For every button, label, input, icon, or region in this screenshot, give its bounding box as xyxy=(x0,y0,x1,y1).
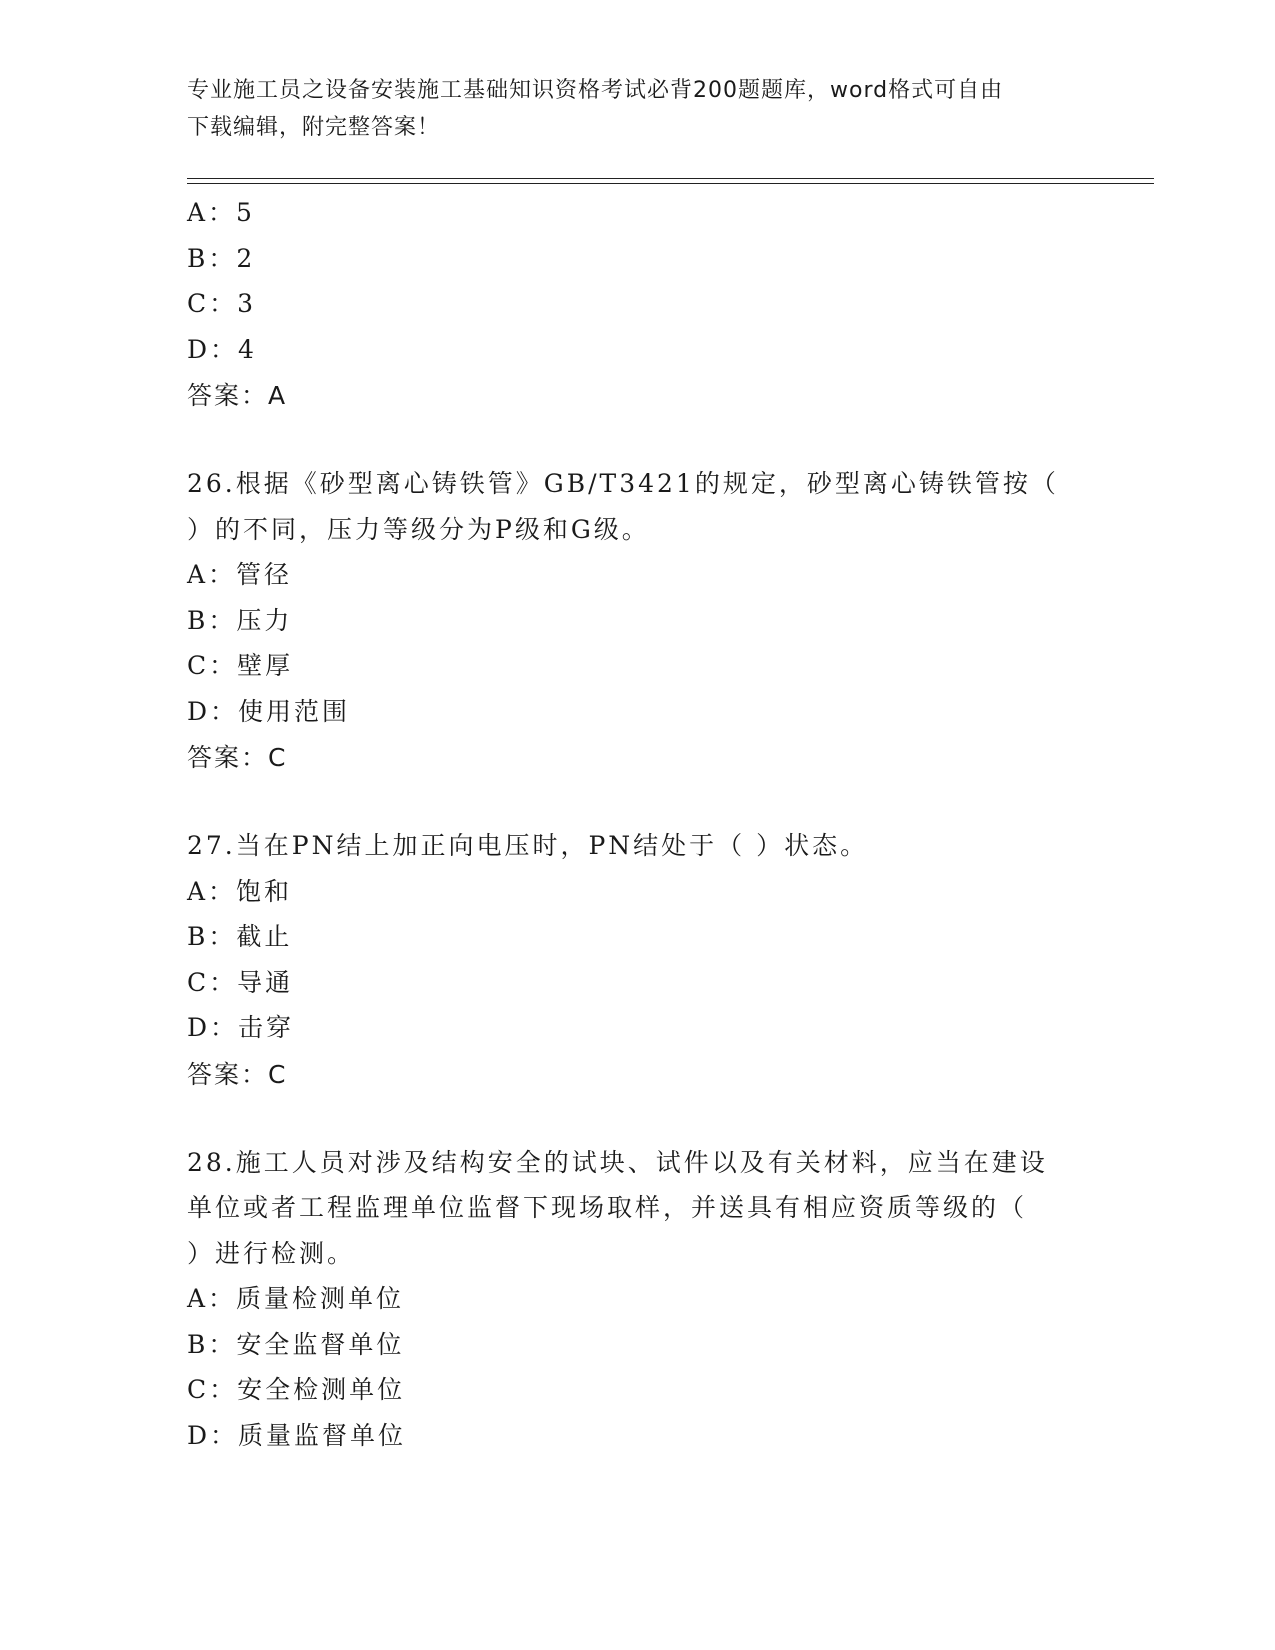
answer: 答案：C xyxy=(187,743,288,772)
question-25-block xyxy=(187,190,1087,419)
option-b: B：2 xyxy=(187,243,256,273)
option-a: A：管径 xyxy=(187,560,293,589)
option-c: C：安全检测单位 xyxy=(187,1375,406,1404)
header-rule-top xyxy=(187,178,1154,179)
option-c: C：导通 xyxy=(187,967,294,997)
option-c: C：壁厚 xyxy=(187,651,294,680)
option-a: A：5 xyxy=(187,198,255,227)
option-b: B：截止 xyxy=(187,922,293,951)
question-text-line: ）进行检测。 xyxy=(187,1238,356,1268)
document-header xyxy=(187,72,1087,146)
option-d: D：4 xyxy=(187,334,257,364)
header-line-1: 专业施工员之设备安装施工基础知识资格考试必背200题题库，word格式可自由 xyxy=(187,78,1004,103)
question-text-line: 28.施工人员对涉及结构安全的试块、试件以及有关材料，应当在建设 xyxy=(187,1147,1048,1177)
option-d: D：击穿 xyxy=(187,1013,295,1042)
option-a: A：质量检测单位 xyxy=(187,1284,405,1313)
header-rule-bottom xyxy=(187,183,1154,184)
option-a: A：饱和 xyxy=(187,876,293,906)
question-28-block xyxy=(187,1140,1087,1459)
option-d: D：使用范围 xyxy=(187,696,351,726)
question-text-line: 26.根据《砂型离心铸铁管》GB/T3421的规定，砂型离心铸铁管按（ xyxy=(187,469,1059,498)
question-text-line: 27.当在PN结上加正向电压时，PN结处于（ ）状态。 xyxy=(187,831,869,860)
answer: 答案：C xyxy=(187,1059,288,1089)
option-d: D：质量监督单位 xyxy=(187,1420,407,1450)
question-text-line: ）的不同，压力等级分为P级和G级。 xyxy=(187,514,650,544)
header-line-2: 下载编辑，附完整答案！ xyxy=(187,115,441,140)
option-c: C：3 xyxy=(187,289,257,318)
option-b: B：安全监督单位 xyxy=(187,1329,405,1359)
answer: 答案：A xyxy=(187,381,288,410)
question-content xyxy=(187,190,1087,1458)
question-26-block xyxy=(187,461,1087,781)
question-27-block xyxy=(187,823,1087,1098)
option-b: B：压力 xyxy=(187,605,293,635)
question-text-line: 单位或者工程监理单位监督下现场取样，并送具有相应资质等级的（ xyxy=(187,1193,1028,1222)
